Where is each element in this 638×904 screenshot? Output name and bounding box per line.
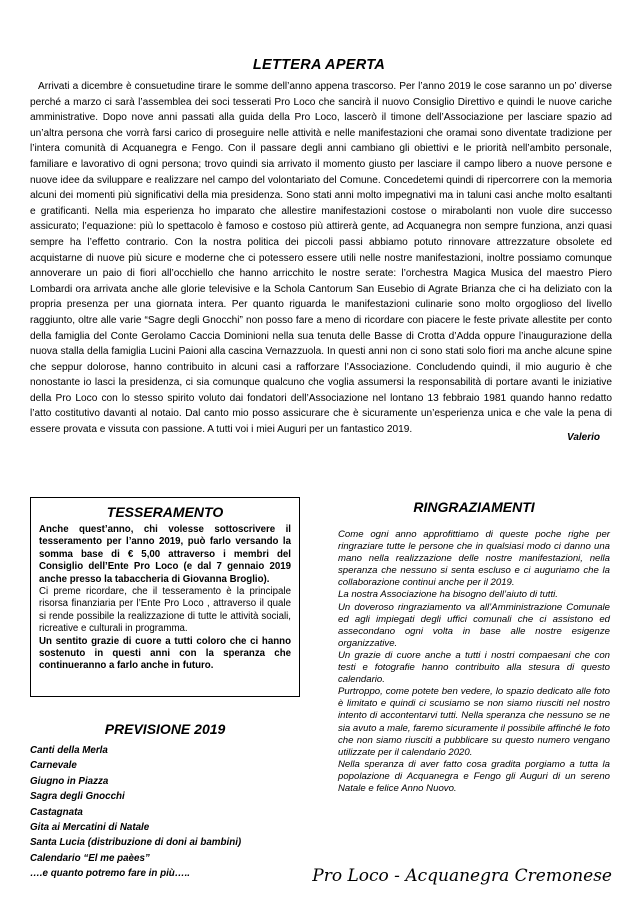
previsione-item: Santa Lucia (distribuzione di doni ai bambini) xyxy=(30,837,242,849)
ringraziamenti-paragraph: Purtroppo, come potete ben vedere, lo spazio dedicato alle foto è limitato e quindi ci scusiamo se non siamo riusciti nel nostro intento di accontentarvi tutti. Nella speranza che nessuno se ne sia avuto a male, faremo sicuramente il possibile affinché le foto che non siamo riusciti a pubblicare su questo numero vengano utilizzate per il calendario 2020. xyxy=(338,686,610,758)
tesseramento-title: TESSERAMENTO xyxy=(106,504,224,520)
previsione-list xyxy=(30,743,241,882)
ringraziamenti-paragraph: Come ogni anno approfittiamo di queste poche righe per ringraziare tutte le persone che in qualsiasi modo ci danno una mano nella realizzazione delle nostre manifestazioni, nella speranza che nessuno si senta escluso e ci auguriamo che la collaborazione continui anche per il 2019. xyxy=(338,529,610,589)
previsione-item: Canti della Merla xyxy=(30,745,108,756)
ringraziamenti-body xyxy=(338,529,610,795)
previsione-item: Giugno in Piazza xyxy=(30,775,109,787)
letter-body xyxy=(30,79,612,438)
ringraziamenti-title: RINGRAZIAMENTI xyxy=(413,499,535,515)
ringraziamenti-paragraph: Nella speranza di aver fatto cosa gradita porgiamo a tutta la popolazione di Acquanegra e Fengo gli Auguri di un sereno Natale e felice Anno Nuovo. xyxy=(338,758,610,794)
previsione-item: ….e quanto potremo fare in più….. xyxy=(30,868,191,880)
ringraziamenti-paragraph: Un doveroso ringraziamento va all’Amministrazione Comunale ed agli impiegati degli uffici comunali che ci assistono ed assecondano ogni volta in base alle nostre esigenze organizzative. xyxy=(338,601,610,649)
letter-title: LETTERA APERTA xyxy=(252,57,386,73)
previsione-item: Carnevale xyxy=(30,760,77,772)
letter-paragraph: Arrivati a dicembre è consuetudine tirare le somme dell’anno appena trascorso. Per l’anno 2019 le cose saranno un po’ diverse perché a marzo ci sarà l’assemblea dei soci tesserati Pro Loco che sancirà il nuovo Consiglio Direttivo e quindi le nuove cariche amministrative. Dopo nove anni passati alla guida della Pro Loco, lascerò il timone dell’Associazione per lasciare spazio ad un’altra persona che vorrà farsi carico di proseguire nelle attività e nelle manifestazioni che oramai sono diventate tradizione per l’intera comunità di Acquanegra e Fengo. Con il passare degli anni cambiano gli obiettivi e le priorità nell’ambito personale, familiare e lavorativo di ogni persona; trovo quindi sia arrivato il momento giusto per lasciare il campo libero a nuove persone e nuove idee da sviluppare e realizzare nel campo del volontariato del Comune. Concedetemi quindi di ripercorrere con la memoria alcuni dei momenti più significativi della mia presidenza. Sono stati anni molto impegnativi ma in taluni casi anche molto esaltanti e gratificanti. Nella mia esperienza ho imparato che allestire manifestazioni costose o mirabolanti non vuole dire successo assicurato; l’equazione: più lo spettacolo è famoso e costoso più attirerà gente, ad Acquanegra non sempre funziona, anzi quasi sempre ha l’effetto contrario. Con la nostra politica dei piccoli passi abbiamo potuto rinnovare attrezzature obsolete ed acquistarne di nuove più sicure e moderne che ci potessero essere utili nelle nostre manifestazioni, inoltre possiamo comunque annoverare un paio di fiori all’occhiello che hanno arricchito le nostre serate: l’orchestra Magica Musica del maestro Piero Lombardi ora arrivata anche alle glorie televisive e la Schola Cantorum San Eusebio di Agrate Brianza che ci ha deliziato con la propria presenza per una giornata intera. Per quanto riguarda le manifestazioni culinarie sono molto orgoglioso del livello raggiunto, oltre alle varie “Sagre degli Gnocchi” non posso fare a meno di ricordare con piacere le feste private allestite per conto della famiglia del Conte Gerolamo Caccia Dominioni nella sua tenuta delle Basse di Crotta d’Adda oppure l’inaugurazione della nuova stalla della famiglia Lucini Paioni alla cascina Vernazzuola. In questi anni non ci sono stati solo fiori ma anche alcune spine che seppur dolorose, hanno contribuito in alcuni casi a rafforzare l’Associazione. Concludendo quindi, il mio augurio è che nonostante io lasci la presidenza, ci sia comunque qualcuno che voglia assumersi la responsabilità di portare avanti le iniziative della Pro Loco con lo stesso spirito voluto dai fondatori dell’Associazione nel lontano 13 febbraio 1981 quando hanno redatto l’atto costitutivo davanti al notaio. Dal canto mio posso assicurare che è sicuramente un’esperienza unica e che vale la pena di essere provata e vissuta con passione. A tutti voi i miei Auguri per un fantastico 2019. xyxy=(30,81,612,436)
previsione-title: PREVISIONE 2019 xyxy=(104,721,226,737)
previsione-item: Castagnata xyxy=(30,806,83,818)
letter-signature: Valerio xyxy=(567,432,600,443)
previsione-item: Calendario “El me paèes” xyxy=(30,852,150,864)
ringraziamenti-paragraph: Un grazie di cuore anche a tutti i nostri compaesani che con testi e fotografie hanno contribuito alla stesura di questo calendario. xyxy=(338,649,610,686)
tesseramento-box xyxy=(30,497,300,697)
previsione-item: Gita ai Mercatini di Natale xyxy=(30,821,150,833)
pro-loco-signature: Pro Loco - Acquanegra Cremonese xyxy=(312,866,612,886)
tesseramento-paragraph-1: Anche quest’anno, chi volesse sottoscrivere il tesseramento per l’anno 2019, può farlo versando la somma base di € 5,00 attraverso i membri del Consiglio dell’Ente Pro Loco (e dal 7 gennaio 2019 anche presso la tabaccheria di Giovanna Broglio). xyxy=(39,524,291,585)
tesseramento-paragraph-2: Ci preme ricordare, che il tesseramento è la principale risorsa finanziaria per l’Ente Pro Loco , attraverso il quale si rende possibile la realizzazione di tutte le attività sociali, ricreative e culturali in programma. xyxy=(39,586,291,635)
ringraziamenti-paragraph: La nostra Associazione ha bisogno dell’aiuto di tutti. xyxy=(338,589,558,601)
tesseramento-paragraph-3: Un sentito grazie di cuore a tutti coloro che ci hanno sostenuto in questi anni con la speranza che continueranno a farlo anche in futuro. xyxy=(39,635,291,672)
previsione-item: Sagra degli Gnocchi xyxy=(30,791,125,803)
